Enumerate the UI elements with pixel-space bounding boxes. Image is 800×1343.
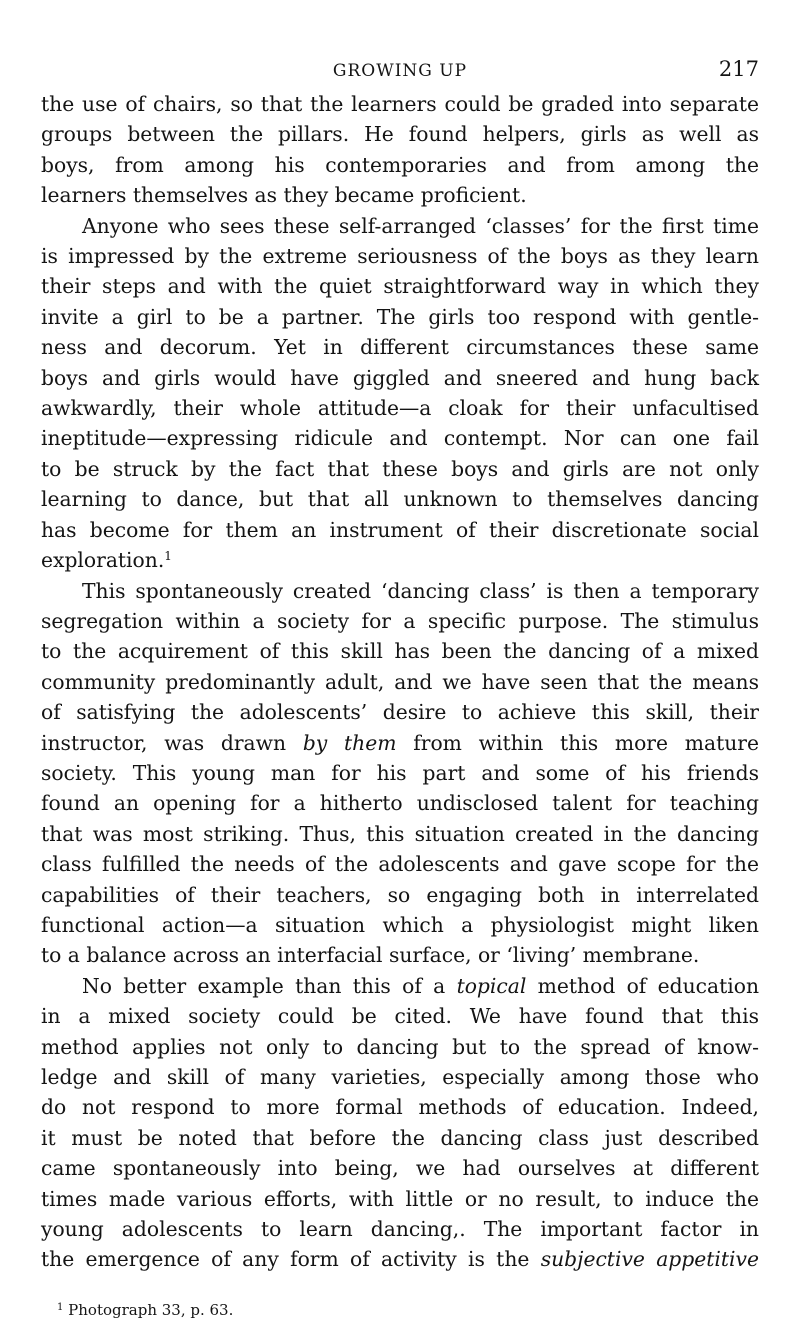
text-line: This spontaneously created ‘dancing class’ is then a temporary	[82, 578, 759, 603]
emphasis: topical	[456, 973, 527, 998]
text-line: came spontaneously into being, we had ourselves at different	[41, 1156, 759, 1181]
text-line: ineptitude—expressing ridicule and contempt. Nor can one fail	[41, 426, 759, 451]
text-line: in a mixed society could be cited. We have found that this	[41, 1004, 759, 1029]
text-line: young adolescents to learn dancing,. The important factor in	[41, 1217, 759, 1242]
text-line: functional action—a situation which a physiologist might liken	[41, 912, 759, 937]
footnote-reference[interactable]: 1	[164, 549, 172, 564]
text-line: it must be noted that before the dancing class just described	[41, 1125, 759, 1150]
text-line: the use of chairs, so that the learners could be graded into separate	[41, 92, 759, 116]
emphasis: subjective appetitive	[540, 1247, 759, 1272]
text-line: has become for them an instrument of their discretionate social	[41, 517, 759, 542]
footnote	[57, 1301, 233, 1319]
text-line: found an opening for a hitherto undisclosed talent for teaching	[41, 791, 759, 816]
text-line: community predominantly adult, and we have seen that the means	[41, 669, 759, 694]
text-run: No better example than this of a	[82, 973, 446, 998]
text-line: learning to dance, but that all unknown to themselves dancing	[41, 487, 759, 512]
emphasis: by them	[302, 730, 397, 755]
text-line: boys and girls would have giggled and sneered and hung back	[41, 365, 759, 390]
page-number: 217	[718, 57, 759, 81]
text-line	[41, 728, 759, 758]
text-line: of satisfying the adolescents’ desire to achieve this skill, their	[41, 700, 759, 725]
text-line: capabilities of their teachers, so engaging both in interrelated	[41, 882, 759, 907]
running-title: GROWING UP	[332, 61, 468, 81]
text-line: segregation within a society for a specific purpose. The stimulus	[41, 608, 759, 633]
text-line: ledge and skill of many varieties, especially among those who	[41, 1065, 759, 1089]
text-line: awkwardly, their whole attitude—a cloak for their unfacultised	[41, 396, 759, 421]
text-line: method applies not only to dancing but to the spread of know-	[41, 1034, 759, 1059]
text-line: to be struck by the fact that these boys and girls are not only	[41, 456, 759, 481]
text-line: their steps and with the quiet straightforward way in which they	[41, 274, 759, 299]
text-run: from within this more mature	[413, 730, 759, 755]
text-line: class fulfilled the needs of the adolescents and gave scope for the	[41, 852, 759, 877]
text-line: invite a girl to be a partner. The girls too respond with gentle-	[41, 304, 759, 329]
text-line: groups between the pillars. He found helpers, girls as well as	[41, 122, 759, 147]
text-line: Anyone who sees these self-arranged ‘classes’ for the first time	[82, 213, 759, 238]
text-run: the emergence of any form of activity is the	[41, 1247, 530, 1272]
text-line: to a balance across an interfacial surface, or ‘living’ membrane.	[41, 943, 700, 968]
running-head	[41, 0, 759, 81]
text-line: boys, from among his contemporaries and from among the	[41, 152, 759, 177]
text-line: times made various efforts, with little or no result, to induce the	[41, 1186, 759, 1211]
text-line	[41, 545, 759, 575]
text-line: to the acquirement of this skill has been the dancing of a mixed	[41, 639, 759, 664]
text-line: society. This young man for his part and some of his friends	[41, 760, 759, 785]
text-run: exploration.	[41, 548, 165, 573]
text-run: instructor, was drawn	[41, 730, 287, 755]
body-text	[41, 89, 759, 1275]
text-line: learners themselves as they became proficient.	[41, 183, 527, 208]
text-line	[41, 1244, 759, 1274]
text-line	[41, 971, 759, 1001]
text-line: is impressed by the extreme seriousness of the boys as they learn	[41, 244, 759, 269]
text-line: do not respond to more formal methods of education. Indeed,	[41, 1095, 759, 1120]
text-line: ness and decorum. Yet in different circumstances these same	[41, 335, 759, 360]
footnote-text: Photograph 33, p. 63.	[68, 1301, 234, 1319]
text-run: method of education	[537, 973, 760, 998]
footnote-marker: 1	[57, 1302, 64, 1313]
book-page	[41, 0, 760, 1319]
text-line: that was most striking. Thus, this situation created in the dancing	[41, 821, 759, 846]
